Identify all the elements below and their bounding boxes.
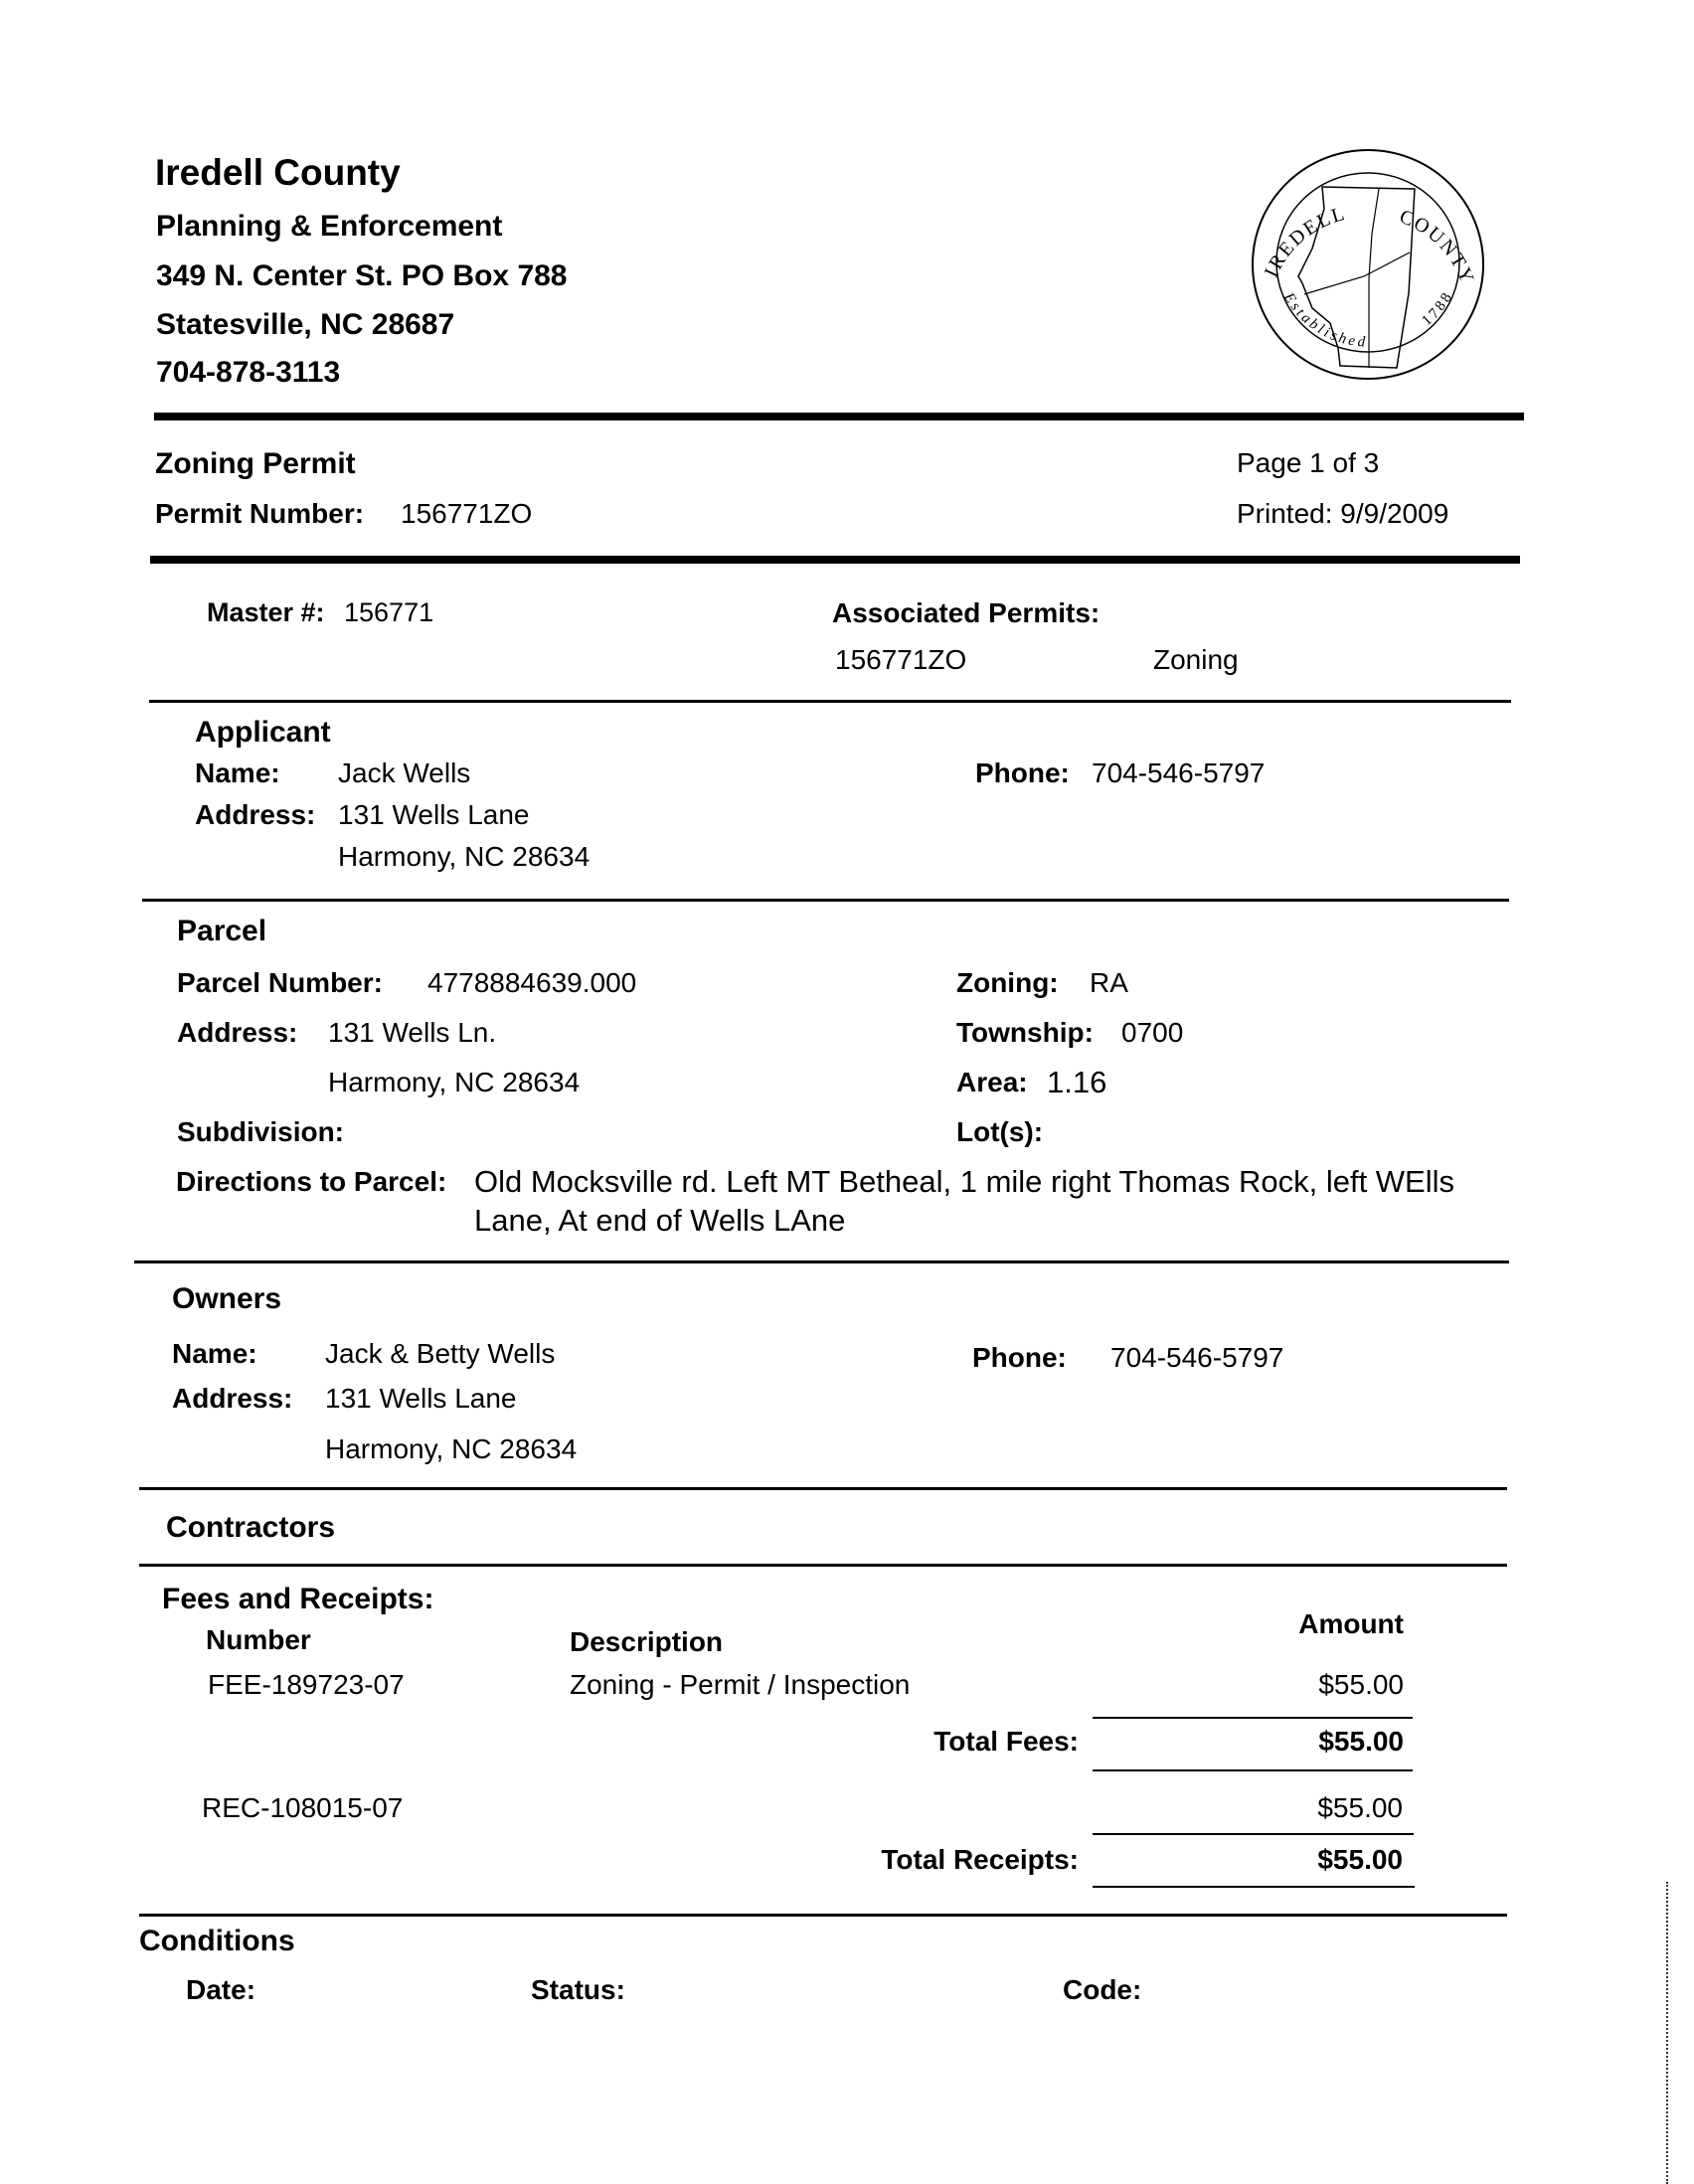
contractors-heading: Contractors	[166, 1511, 336, 1544]
directions-label: Directions to Parcel:	[176, 1166, 447, 1197]
fees-heading: Fees and Receipts:	[162, 1583, 434, 1615]
section-divider	[139, 1564, 1507, 1567]
svg-text:COUNTY: COUNTY	[1396, 205, 1479, 288]
parcel-number-label: Parcel Number:	[177, 967, 383, 998]
zoning-label: Zoning:	[956, 967, 1059, 998]
owner-phone: 704-546-5797	[1110, 1342, 1284, 1373]
org-phone: 704-878-3113	[156, 356, 341, 389]
township-value: 0700	[1121, 1017, 1184, 1048]
amount-rule	[1093, 1717, 1413, 1719]
svg-text:1788: 1788	[1419, 287, 1457, 330]
area-value: 1.16	[1047, 1065, 1107, 1099]
owner-phone-label: Phone:	[972, 1342, 1067, 1373]
section-divider	[139, 1487, 1507, 1490]
total-fees-label: Total Fees:	[933, 1726, 1079, 1757]
total-fees-value: $55.00	[1318, 1726, 1404, 1757]
applicant-phone-label: Phone:	[975, 757, 1070, 788]
applicant-heading: Applicant	[195, 716, 331, 749]
parcel-address-line1: 131 Wells Ln.	[328, 1017, 497, 1048]
owner-address-line2: Harmony, NC 28634	[325, 1433, 578, 1464]
fees-column-amount: Amount	[1298, 1608, 1404, 1639]
org-name: Iredell County	[155, 152, 401, 193]
amount-rule	[1093, 1886, 1415, 1888]
applicant-address-line2: Harmony, NC 28634	[338, 841, 591, 872]
amount-rule	[1093, 1833, 1414, 1835]
owner-name: Jack & Betty Wells	[325, 1338, 556, 1369]
applicant-address-label: Address:	[195, 799, 316, 830]
associated-permits-label: Associated Permits:	[832, 597, 1101, 628]
scan-edge-artifact	[1666, 1882, 1668, 2184]
total-receipts-label: Total Receipts:	[881, 1844, 1079, 1875]
permit-number: 156771ZO	[401, 498, 533, 529]
fees-column-number: Number	[206, 1624, 311, 1655]
permit-title: Zoning Permit	[155, 447, 356, 480]
directions-line2: Lane, At end of Wells LAne	[474, 1203, 846, 1238]
applicant-address-line1: 131 Wells Lane	[338, 799, 530, 830]
parcel-number: 4778884639.000	[427, 967, 637, 998]
parcel-address-line2: Harmony, NC 28634	[328, 1067, 581, 1097]
total-receipts-value: $55.00	[1317, 1844, 1403, 1875]
receipt-row-number: REC-108015-07	[202, 1792, 404, 1823]
org-city: Statesville, NC 28687	[156, 308, 455, 341]
org-street-address: 349 N. Center St. PO Box 788	[156, 259, 568, 292]
owner-address-label: Address:	[172, 1383, 293, 1414]
svg-text:IREDELL: IREDELL	[1260, 202, 1349, 281]
lots-label: Lot(s):	[956, 1116, 1044, 1147]
township-label: Township:	[956, 1017, 1094, 1048]
svg-text:Established: Established	[1279, 289, 1369, 351]
fee-row-amount: $55.00	[1318, 1669, 1404, 1700]
printed-date: Printed: 9/9/2009	[1237, 498, 1449, 529]
associated-permit-number: 156771ZO	[835, 644, 967, 675]
master-number: 156771	[344, 597, 434, 627]
section-divider	[142, 899, 1509, 902]
conditions-status-label: Status:	[531, 1974, 625, 2005]
owner-name-label: Name:	[172, 1338, 257, 1369]
directions-line1: Old Mocksville rd. Left MT Betheal, 1 mile right Thomas Rock, left WElls	[474, 1164, 1455, 1199]
section-divider	[149, 700, 1511, 703]
fee-row-description: Zoning - Permit / Inspection	[570, 1669, 911, 1700]
amount-rule	[1093, 1769, 1413, 1771]
permit-divider	[150, 556, 1520, 564]
master-number-label: Master #:	[207, 597, 325, 627]
receipt-row-amount: $55.00	[1317, 1792, 1403, 1823]
header-divider	[154, 413, 1524, 420]
department-name: Planning & Enforcement	[156, 210, 503, 243]
section-divider	[134, 1260, 1509, 1263]
area-label: Area:	[956, 1067, 1028, 1097]
permit-number-label: Permit Number:	[155, 498, 365, 529]
associated-permit-type: Zoning	[1153, 644, 1239, 675]
parcel-address-label: Address:	[177, 1017, 298, 1048]
conditions-date-label: Date:	[186, 1974, 256, 2005]
section-divider	[139, 1914, 1507, 1917]
conditions-heading: Conditions	[139, 1925, 295, 1957]
parcel-heading: Parcel	[177, 915, 267, 947]
conditions-code-label: Code:	[1063, 1974, 1142, 2005]
applicant-phone: 704-546-5797	[1092, 757, 1266, 788]
fee-row-number: FEE-189723-07	[208, 1669, 405, 1700]
subdivision-label: Subdivision:	[177, 1116, 344, 1147]
applicant-name: Jack Wells	[338, 757, 471, 788]
page-indicator: Page 1 of 3	[1237, 447, 1380, 478]
county-seal-icon	[1243, 139, 1493, 390]
owners-heading: Owners	[172, 1282, 282, 1315]
owner-address-line1: 131 Wells Lane	[325, 1383, 517, 1414]
zoning-value: RA	[1090, 967, 1128, 998]
applicant-name-label: Name:	[195, 757, 280, 788]
fees-column-description: Description	[570, 1626, 724, 1657]
